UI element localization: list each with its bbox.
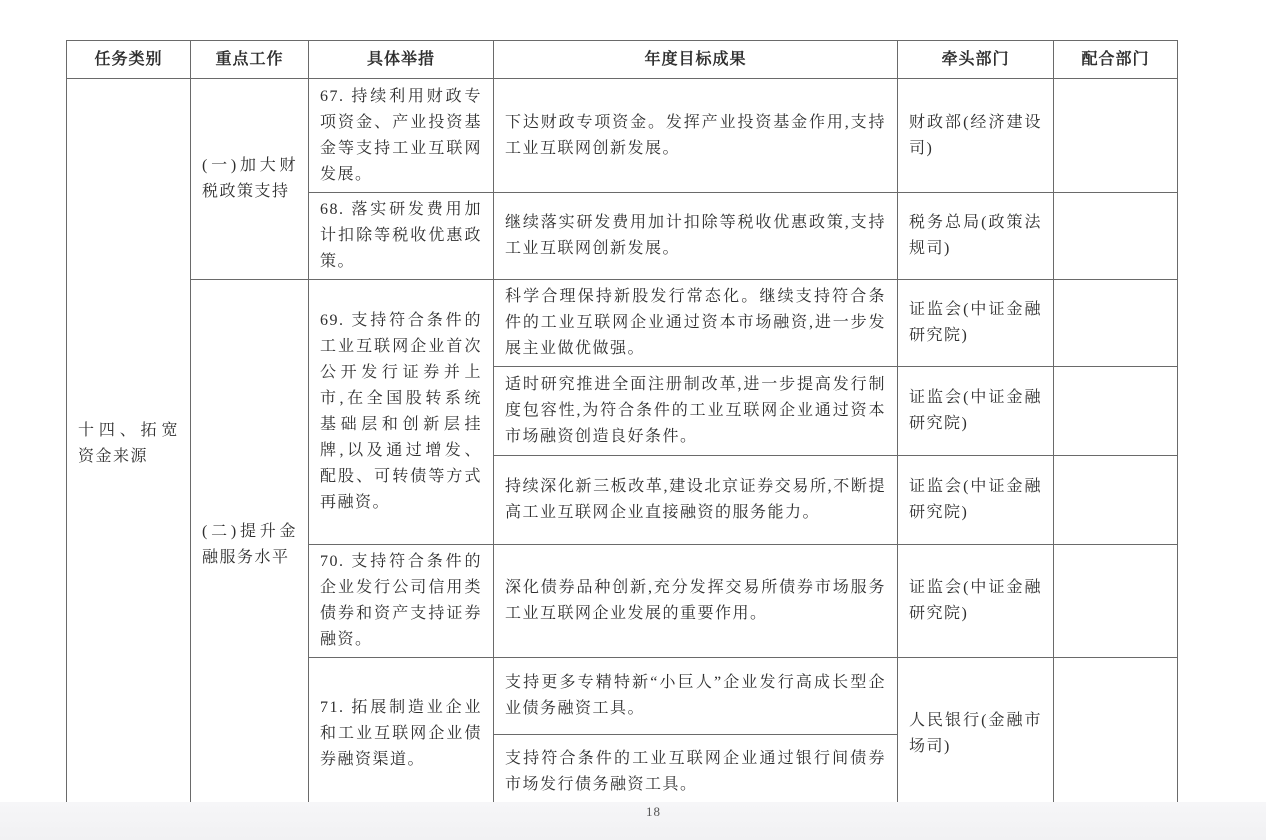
cell-lead-69c: 证监会(中证金融研究院) (898, 456, 1054, 545)
header-cell-lead-department: 牵头部门 (898, 41, 1054, 79)
cell-outcome-70: 深化债券品种创新,充分发挥交易所债券市场服务工业互联网企业发展的重要作用。 (494, 545, 898, 658)
cell-support-69c (1054, 456, 1178, 545)
cell-lead-68: 税务总局(政策法规司) (898, 193, 1054, 280)
cell-outcome-68: 继续落实研发费用加计扣除等税收优惠政策,支持工业互联网创新发展。 (494, 193, 898, 280)
cell-support-71 (1054, 658, 1178, 810)
cell-support-69a (1054, 280, 1178, 367)
cell-support-67 (1054, 79, 1178, 193)
cell-key-work-finance: (二)提升金融服务水平 (191, 280, 309, 810)
page-footer-strip (0, 802, 1266, 840)
cell-measure-69: 69. 支持符合条件的工业互联网企业首次公开发行证券并上市,在全国股转系统基础层和创新层挂牌,以及通过增发、配股、可转债等方式再融资。 (309, 280, 494, 545)
cell-support-68 (1054, 193, 1178, 280)
table-row (67, 79, 1178, 193)
cell-outcome-71b: 支持符合条件的工业互联网企业通过银行间债券市场发行债务融资工具。 (494, 735, 898, 810)
cell-measure-67: 67. 持续利用财政专项资金、产业投资基金等支持工业互联网发展。 (309, 79, 494, 193)
cell-lead-70: 证监会(中证金融研究院) (898, 545, 1054, 658)
cell-measure-70: 70. 支持符合条件的企业发行公司信用类债券和资产支持证券融资。 (309, 545, 494, 658)
cell-measure-71: 71. 拓展制造业企业和工业互联网企业债券融资渠道。 (309, 658, 494, 810)
header-cell-key-work: 重点工作 (191, 41, 309, 79)
cell-support-70 (1054, 545, 1178, 658)
header-cell-annual-outcome: 年度目标成果 (494, 41, 898, 79)
cell-outcome-67: 下达财政专项资金。发挥产业投资基金作用,支持工业互联网创新发展。 (494, 79, 898, 193)
cell-outcome-69b: 适时研究推进全面注册制改革,进一步提高发行制度包容性,为符合条件的工业互联网企业通过资本市场融资创造良好条件。 (494, 367, 898, 456)
table-row (67, 280, 1178, 367)
cell-lead-69b: 证监会(中证金融研究院) (898, 367, 1054, 456)
header-row (67, 41, 1178, 79)
cell-lead-67: 财政部(经济建设司) (898, 79, 1054, 193)
header-cell-support-department: 配合部门 (1054, 41, 1178, 79)
page-number: 18 (646, 804, 661, 819)
header-cell-task-category: 任务类别 (67, 41, 191, 79)
cell-measure-68: 68. 落实研发费用加计扣除等税收优惠政策。 (309, 193, 494, 280)
header-cell-measure: 具体举措 (309, 41, 494, 79)
cell-key-work-fiscal: (一)加大财税政策支持 (191, 79, 309, 280)
cell-outcome-69a: 科学合理保持新股发行常态化。继续支持符合条件的工业互联网企业通过资本市场融资,进一步发展主业做优做强。 (494, 280, 898, 367)
cell-lead-71: 人民银行(金融市场司) (898, 658, 1054, 810)
cell-outcome-69c: 持续深化新三板改革,建设北京证券交易所,不断提高工业互联网企业直接融资的服务能力。 (494, 456, 898, 545)
cell-lead-69a: 证监会(中证金融研究院) (898, 280, 1054, 367)
cell-support-69b (1054, 367, 1178, 456)
action-plan-table (66, 40, 1178, 810)
cell-outcome-71a: 支持更多专精特新“小巨人”企业发行高成长型企业债务融资工具。 (494, 658, 898, 735)
cell-task-category: 十四、拓宽资金来源 (67, 79, 191, 810)
